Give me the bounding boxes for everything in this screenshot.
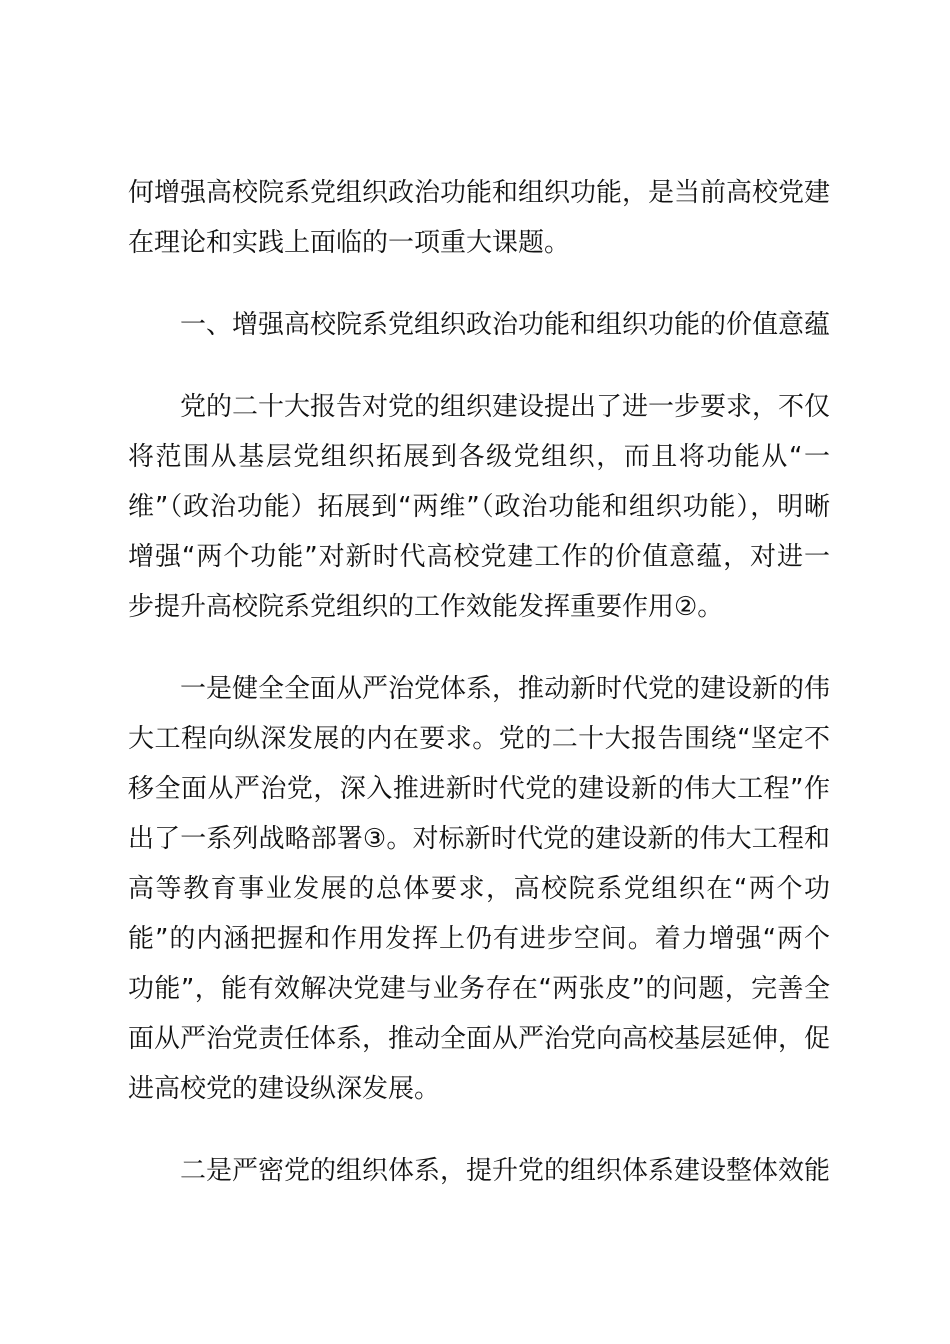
- paragraph-point-1: 一是健全全面从严治党体系，推动新时代党的建设新的伟大工程向纵深发展的内在要求。党的二十大报告围绕“坚定不移全面从严治党，深入推进新时代党的建设新的伟大工程”作出了一系列战略部署③。对标新时代党的建设新的伟大工程和高等教育事业发展的总体要求，高校院系党组织在“两个功能”的内涵把握和作用发挥上仍有进步空间。着力增强“两个功能”，能有效解决党建与业务存在“两张皮”的问题，完善全面从严治党责任体系，推动全面从严治党向高校基层延伸，促进高校党的建设纵深发展。: [128, 674, 831, 1104]
- paragraph-section-1-intro: 党的二十大报告对党的组织建设提出了进一步要求，不仅将范围从基层党组织拓展到各级党组织，而且将功能从“一维”（政治功能）拓展到“两维”（政治功能和组织功能），明晰增强“两个功能”对新时代高校党建工作的价值意蕴，对进一步提升高校院系党组织的工作效能发挥重要作用②。: [128, 392, 831, 622]
- paragraph-intro-continuation: 何增强高校院系党组织政治功能和组织功能，是当前高校党建在理论和实践上面临的一项重大课题。: [128, 178, 831, 258]
- document-body: [128, 168, 830, 1228]
- section-heading-1: 一、增强高校院系党组织政治功能和组织功能的价值意蕴: [180, 310, 831, 340]
- paragraph-point-2: 二是严密党的组织体系，提升党的组织体系建设整体效能: [180, 1156, 831, 1186]
